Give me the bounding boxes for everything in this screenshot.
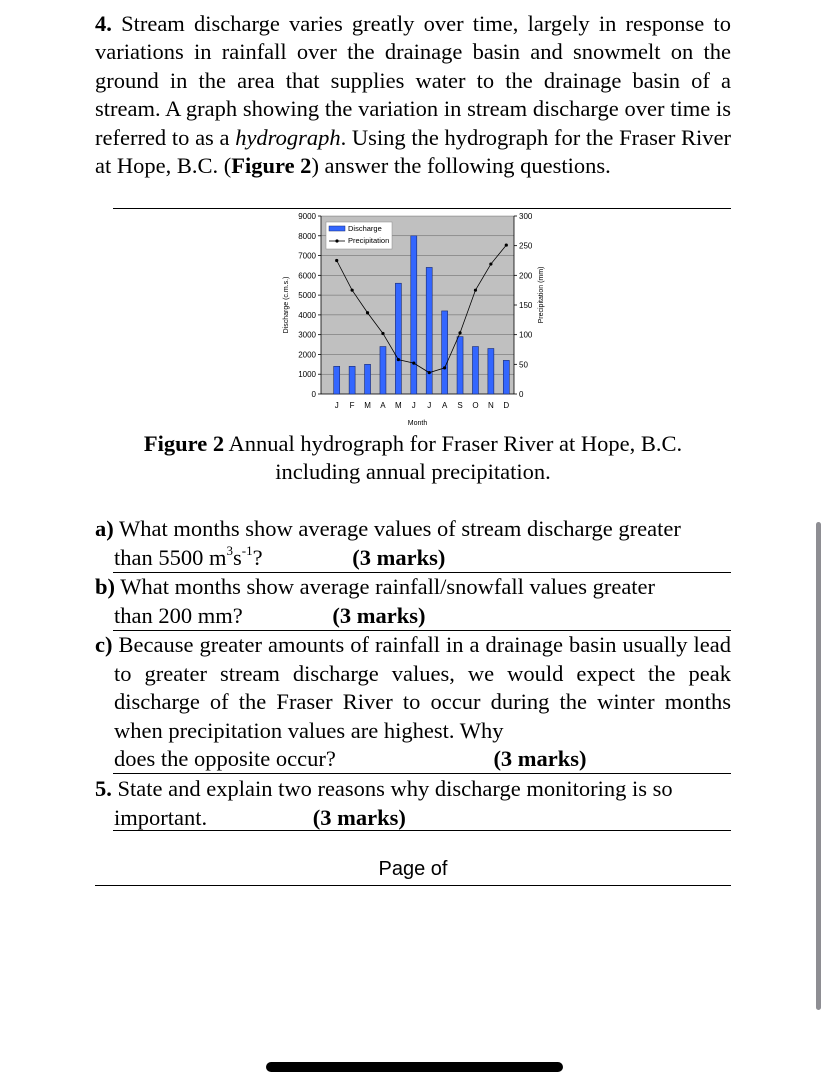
legend-discharge-swatch bbox=[329, 226, 345, 231]
left-tick-label: 8000 bbox=[298, 231, 316, 241]
left-tick-label: 7000 bbox=[298, 251, 316, 261]
question-c bbox=[95, 631, 731, 774]
precipitation-point bbox=[428, 371, 431, 374]
x-tick-label: O bbox=[472, 401, 479, 410]
discharge-bar bbox=[488, 349, 494, 394]
x-tick-label: M bbox=[364, 401, 371, 410]
x-tick-label: A bbox=[380, 401, 386, 410]
right-tick-label: 100 bbox=[519, 330, 533, 340]
question-4-number: 4. bbox=[95, 11, 112, 36]
question-c-marks: (3 marks) bbox=[493, 746, 587, 772]
question-a-line2: than 5500 m bbox=[114, 544, 227, 570]
precipitation-point bbox=[474, 289, 477, 292]
legend-precipitation-label: Precipitation bbox=[348, 236, 390, 245]
left-tick-label: 3000 bbox=[298, 330, 316, 340]
question-b-label: b) bbox=[95, 574, 116, 599]
x-tick-label: J bbox=[411, 401, 416, 410]
question-a-sup1: 3 bbox=[226, 543, 233, 559]
footer-rule bbox=[95, 885, 731, 886]
question-b-line2: than 200 mm? bbox=[114, 602, 243, 628]
underline-rule bbox=[113, 773, 731, 774]
right-tick-label: 0 bbox=[519, 390, 524, 399]
caption-text-2: including annual precipitation. bbox=[275, 459, 551, 485]
precipitation-point bbox=[505, 243, 508, 246]
plot-layer bbox=[283, 212, 545, 427]
question-5-line1: State and explain two reasons why discharge monitoring is so bbox=[111, 776, 673, 801]
x-tick-label: S bbox=[457, 401, 463, 410]
discharge-bar bbox=[426, 267, 432, 394]
precipitation-point bbox=[443, 366, 446, 369]
precipitation-point bbox=[458, 331, 461, 334]
discharge-bar bbox=[503, 360, 509, 394]
right-tick-label: 150 bbox=[519, 301, 533, 310]
question-c-text: Because greater amounts of rainfall in a drainage basin usually lead to greater stream discharge values, we would expect the peak discharge of the Fraser River to occur during the winter months when precipitation values are highest. Why bbox=[112, 632, 731, 743]
x-tick-label: N bbox=[487, 401, 494, 410]
hydrograph-term: hydrograph bbox=[235, 124, 341, 150]
precipitation-point bbox=[489, 262, 492, 265]
x-tick-label: J bbox=[427, 401, 432, 410]
left-tick-label: 2000 bbox=[298, 350, 316, 360]
caption-text-1: Annual hydrograph for Fraser River at Hope, B.C. bbox=[224, 431, 683, 456]
left-tick-label: 0 bbox=[311, 390, 316, 399]
question-5-line2: important. bbox=[114, 804, 208, 830]
discharge-bar bbox=[457, 337, 463, 394]
question-a-sup2: -1 bbox=[241, 543, 253, 559]
question-a-end: ? bbox=[252, 544, 263, 570]
right-tick-label: 50 bbox=[519, 360, 528, 370]
question-a-line1: What months show average values of stream discharge greater bbox=[113, 516, 681, 541]
discharge-bar bbox=[349, 366, 355, 394]
discharge-bar bbox=[442, 311, 448, 394]
x-tick-label: F bbox=[349, 401, 355, 410]
scrollbar[interactable] bbox=[816, 522, 821, 1010]
precipitation-point bbox=[412, 362, 415, 365]
x-tick-label: A bbox=[441, 401, 448, 410]
figure-caption bbox=[95, 430, 731, 487]
question-4-text-a: Stream discharge varies greatly over time, largely in response to variations in rainfall over the drainage basin and snowmelt on the ground in the area that supplies water to the drainage basin of a stream. A graph showing the variation in stream discharge over time is referred to as a bbox=[95, 11, 731, 150]
question-c-last-line: does the opposite occur? bbox=[114, 746, 336, 772]
x-tick-label: J bbox=[334, 401, 339, 410]
hydrograph-chart bbox=[270, 208, 550, 430]
question-5-number: 5. bbox=[95, 776, 112, 801]
question-a-label: a) bbox=[95, 516, 114, 541]
home-indicator[interactable] bbox=[266, 1062, 563, 1072]
question-b-line1: What months show average rainfall/snowfall values greater bbox=[115, 574, 656, 599]
precipitation-point bbox=[381, 332, 384, 335]
discharge-bar bbox=[472, 347, 478, 394]
left-tick-label: 9000 bbox=[298, 212, 316, 221]
x-tick-label: M bbox=[395, 401, 402, 410]
precipitation-point bbox=[366, 311, 369, 314]
left-tick-label: 1000 bbox=[298, 370, 316, 380]
left-tick-label: 4000 bbox=[298, 310, 316, 320]
precipitation-point bbox=[335, 259, 338, 262]
x-tick-label: D bbox=[503, 401, 510, 410]
underline-rule bbox=[113, 830, 731, 831]
question-5 bbox=[95, 775, 731, 832]
x-axis-title: Month bbox=[407, 420, 428, 427]
question-4-text-c: ) answer the following questions. bbox=[311, 153, 611, 179]
right-tick-label: 250 bbox=[519, 241, 533, 251]
discharge-bar bbox=[365, 364, 371, 394]
question-a bbox=[95, 515, 731, 572]
question-4-intro bbox=[95, 10, 731, 180]
left-tick-label: 6000 bbox=[298, 271, 316, 281]
precipitation-point bbox=[351, 289, 354, 292]
precipitation-point bbox=[397, 358, 400, 361]
page-footer: Page of bbox=[378, 858, 448, 880]
question-5-marks: (3 marks) bbox=[312, 804, 406, 830]
discharge-bar bbox=[334, 366, 340, 394]
discharge-bar bbox=[380, 347, 386, 394]
right-axis-title: Precipitation (mm) bbox=[538, 266, 545, 324]
question-c-label: c) bbox=[95, 632, 113, 657]
question-b-marks: (3 marks) bbox=[332, 602, 426, 628]
question-a-mid: s bbox=[233, 544, 242, 570]
question-a-marks: (3 marks) bbox=[352, 544, 446, 570]
legend-discharge-label: Discharge bbox=[348, 224, 382, 233]
caption-label: Figure 2 bbox=[143, 431, 225, 456]
right-tick-label: 200 bbox=[519, 271, 533, 281]
figure-2-ref: Figure 2 bbox=[231, 153, 312, 179]
question-4-text-b: . Using the hydrograph for the Fraser River at Hope, B.C. ( bbox=[95, 124, 731, 179]
discharge-bar bbox=[395, 283, 401, 394]
right-tick-label: 300 bbox=[519, 212, 533, 221]
discharge-bar bbox=[411, 236, 417, 394]
legend-precipitation-marker bbox=[335, 239, 338, 242]
question-b bbox=[95, 573, 731, 630]
left-tick-label: 5000 bbox=[298, 291, 316, 301]
left-axis-title: Discharge (c.m.s.) bbox=[283, 276, 290, 334]
